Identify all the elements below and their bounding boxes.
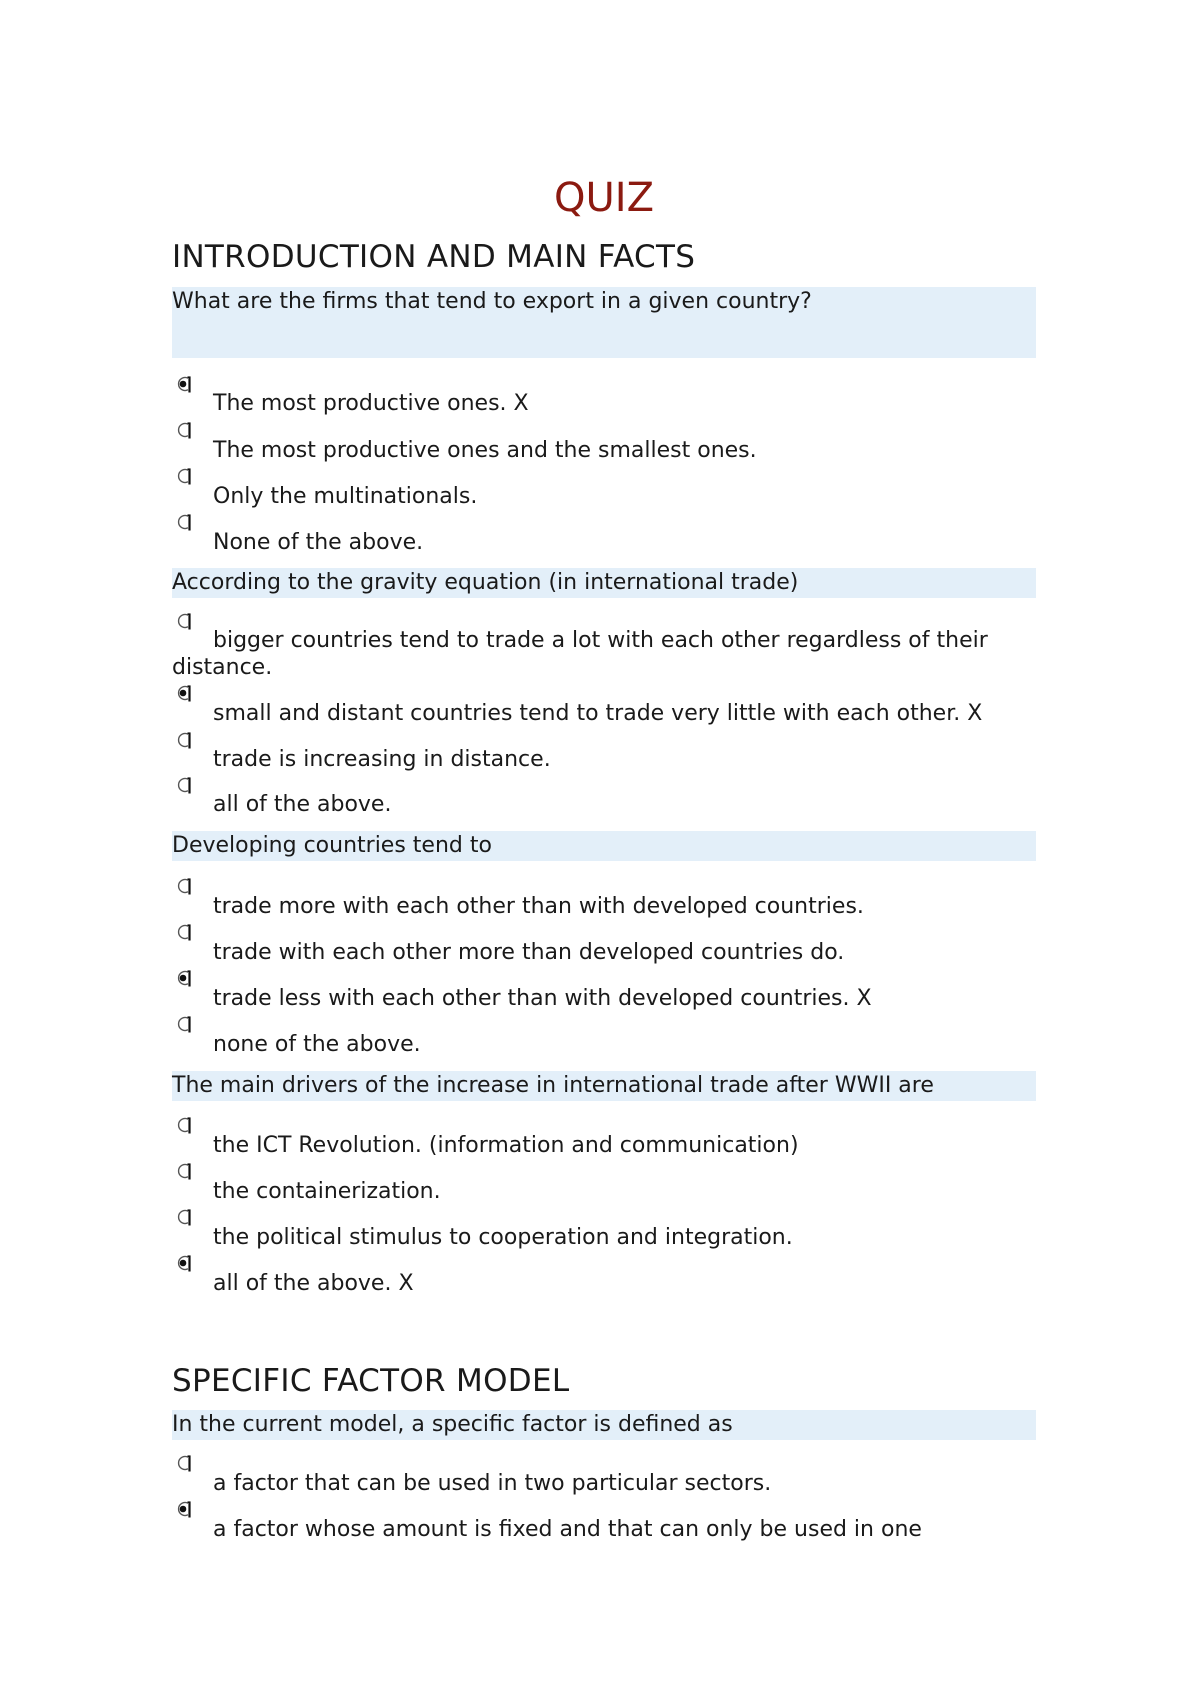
option-radio[interactable]	[175, 421, 193, 440]
radio-checked-icon	[175, 1500, 193, 1519]
radio-unchecked-icon	[175, 731, 193, 750]
page-title: QUIZ	[554, 175, 654, 221]
option-radio[interactable]	[175, 877, 193, 896]
option-label: a factor that can be used in two particular sectors.	[213, 1471, 772, 1496]
option-radio[interactable]	[175, 776, 193, 795]
option-label: trade is increasing in distance.	[213, 747, 551, 772]
option-label: all of the above.	[213, 792, 392, 817]
radio-unchecked-icon	[175, 467, 193, 486]
option-label: The most productive ones. X	[213, 391, 529, 416]
option-radio[interactable]	[175, 1254, 193, 1273]
option-radio[interactable]	[175, 969, 193, 988]
option-label: trade less with each other than with developed countries. X	[213, 986, 872, 1011]
section-heading: INTRODUCTION AND MAIN FACTS	[172, 239, 696, 275]
option-radio[interactable]	[175, 684, 193, 703]
radio-unchecked-icon	[175, 1162, 193, 1181]
option-radio[interactable]	[175, 1015, 193, 1034]
question-text: What are the firms that tend to export in a given country?	[172, 287, 1036, 358]
option-radio[interactable]	[175, 375, 193, 394]
option-radio[interactable]	[175, 731, 193, 750]
option-label: a factor whose amount is fixed and that can only be used in one	[213, 1517, 922, 1542]
option-radio[interactable]	[175, 1116, 193, 1135]
radio-unchecked-icon	[175, 1116, 193, 1135]
question-text: According to the gravity equation (in international trade)	[172, 568, 1036, 598]
radio-unchecked-icon	[175, 877, 193, 896]
option-label: the containerization.	[213, 1179, 441, 1204]
option-label: Only the multinationals.	[213, 484, 478, 509]
radio-unchecked-icon	[175, 1015, 193, 1034]
option-label: none of the above.	[213, 1032, 421, 1057]
option-radio[interactable]	[175, 1208, 193, 1227]
radio-checked-icon	[175, 1254, 193, 1273]
option-radio[interactable]	[175, 1162, 193, 1181]
option-label: bigger countries tend to trade a lot with each other regardless of their distance.	[172, 628, 988, 680]
question-text: The main drivers of the increase in international trade after WWII are	[172, 1071, 1036, 1101]
radio-unchecked-icon	[175, 1208, 193, 1227]
option-label: None of the above.	[213, 530, 424, 555]
radio-unchecked-icon	[175, 776, 193, 795]
option-radio[interactable]	[175, 923, 193, 942]
section-heading: SPECIFIC FACTOR MODEL	[172, 1363, 570, 1399]
option-radio[interactable]	[175, 513, 193, 532]
option-label: trade with each other more than developed countries do.	[213, 940, 845, 965]
radio-unchecked-icon	[175, 923, 193, 942]
question-text: Developing countries tend to	[172, 831, 1036, 861]
radio-checked-icon	[175, 375, 193, 394]
radio-checked-icon	[175, 684, 193, 703]
option-label: the political stimulus to cooperation and integration.	[213, 1225, 793, 1250]
option-label: the ICT Revolution. (information and communication)	[213, 1133, 799, 1158]
radio-unchecked-icon	[175, 513, 193, 532]
option-radio[interactable]	[175, 1454, 193, 1473]
option-label: all of the above. X	[213, 1271, 414, 1296]
option-radio[interactable]	[175, 467, 193, 486]
option-radio[interactable]	[175, 1500, 193, 1519]
radio-checked-icon	[175, 969, 193, 988]
option-label: trade more with each other than with developed countries.	[213, 894, 864, 919]
option-label: small and distant countries tend to trade very little with each other. X	[213, 701, 983, 726]
radio-unchecked-icon	[175, 1454, 193, 1473]
option-label: The most productive ones and the smallest ones.	[213, 438, 757, 463]
question-text: In the current model, a specific factor is defined as	[172, 1410, 1036, 1440]
radio-unchecked-icon	[175, 421, 193, 440]
